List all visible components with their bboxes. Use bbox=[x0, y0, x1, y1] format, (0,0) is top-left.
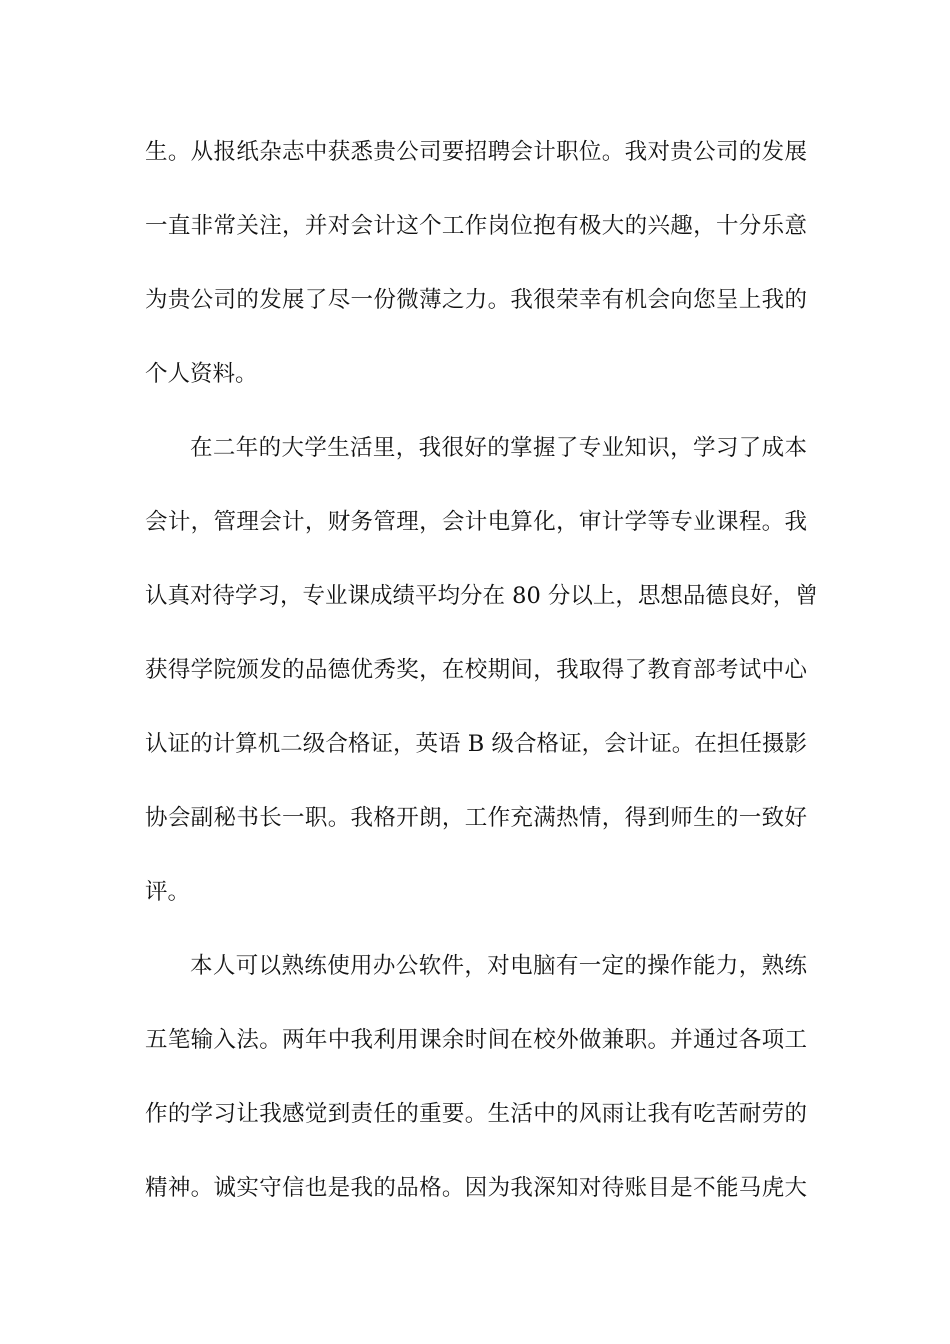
text-line: 作的学习让我感觉到责任的重要。生活中的风雨让我有吃苦耐劳的 bbox=[145, 1101, 807, 1127]
text-line: 会计，管理会计，财务管理，会计电算化，审计学等专业课程。我 bbox=[145, 509, 807, 535]
text-line: 认证的计算机二级合格证，英语 B 级合格证，会计证。在担任摄影 bbox=[145, 731, 807, 757]
text-line: 精神。诚实守信也是我的品格。因为我深知对待账目是不能马虎大 bbox=[145, 1175, 807, 1201]
text-line: 一直非常关注，并对会计这个工作岗位抱有极大的兴趣，十分乐意 bbox=[145, 213, 807, 239]
text-line: 获得学院颁发的品德优秀奖，在校期间，我取得了教育部考试中心 bbox=[145, 657, 807, 683]
text-line: 本人可以熟练使用办公软件，对电脑有一定的操作能力，熟练 bbox=[190, 953, 807, 979]
body-text bbox=[145, 126, 818, 1236]
text-line: 五笔输入法。两年中我利用课余时间在校外做兼职。并通过各项工 bbox=[145, 1027, 807, 1053]
text-line: 为贵公司的发展了尽一份微薄之力。我很荣幸有机会向您呈上我的 bbox=[145, 287, 807, 313]
text-line: 认真对待学习，专业课成绩平均分在 80 分以上，思想品德良好，曾 bbox=[145, 583, 818, 609]
text-line: 协会副秘书长一职。我格开朗，工作充满热情，得到师生的一致好 bbox=[145, 805, 807, 831]
text-line: 个人资料。 bbox=[145, 361, 258, 387]
text-line: 评。 bbox=[145, 879, 191, 905]
text-line: 在二年的大学生活里，我很好的掌握了专业知识，学习了成本 bbox=[190, 435, 807, 461]
text-line: 生。从报纸杂志中获悉贵公司要招聘会计职位。我对贵公司的发展 bbox=[145, 139, 807, 165]
